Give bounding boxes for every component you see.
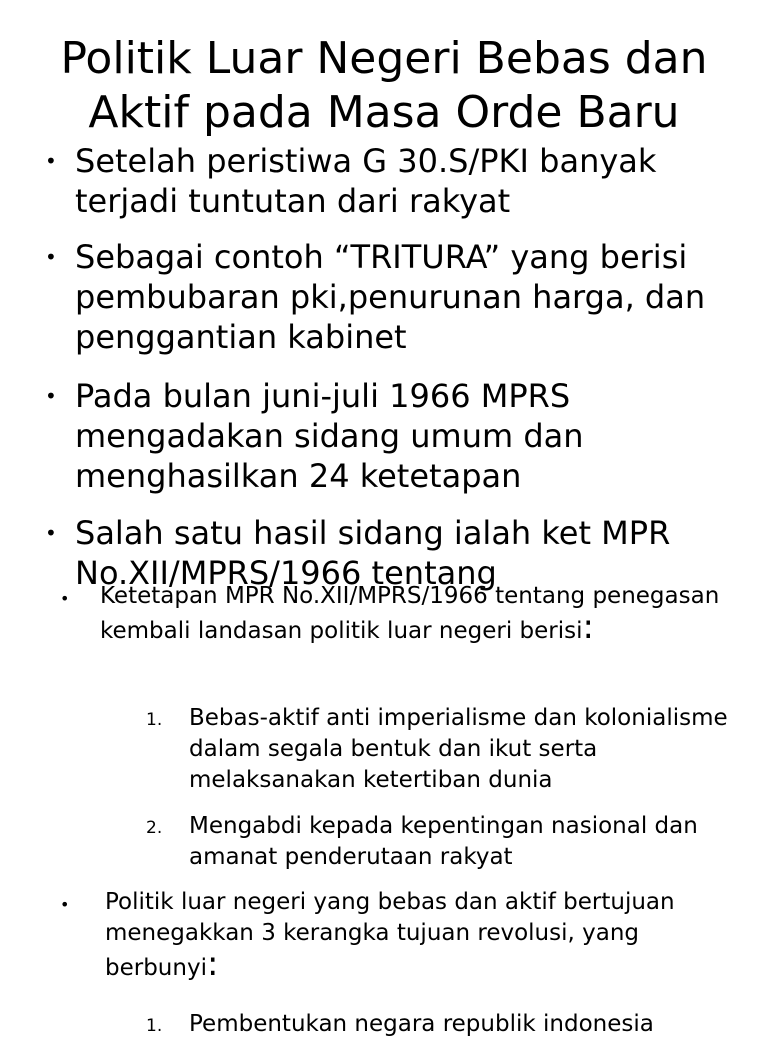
numbered-text: Pembentukan negara republik indonesia [189, 1011, 654, 1037]
item-number: 1. [146, 1016, 163, 1036]
bullet-text: Salah satu hasil sidang ialah ket MPR No.XII/MPRS/1966 tentang [75, 514, 671, 592]
main-bullet-2 [45, 237, 755, 357]
sub-bullet-text: Politik luar negeri yang bebas dan aktif bertujuan menegakkan 3 kerangka tujuan revolusi, yang berbunyi [105, 889, 675, 981]
sub-bullet-text: Ketetapan MPR No.XII/MPRS/1966 tentang penegasan kembali landasan politik luar negeri berisi [100, 583, 720, 644]
numbered-text: Mengabdi kepada kepentingan nasional dan amanat penderutaan rakyat [189, 813, 698, 870]
slide-bottom [0, 576, 768, 1037]
main-bullet-1 [45, 141, 755, 221]
colon-mark: : [206, 944, 219, 984]
bullet-icon: • [60, 589, 70, 608]
bullet-icon: • [45, 521, 57, 545]
bullet-text: Pada bulan juni-juli 1966 MPRS mengadakan sidang umum dan menghasilkan 24 ketetapan [75, 377, 584, 495]
slide-title: Politik Luar Negeri Bebas dan Aktif pada Masa Orde Baru [60, 33, 708, 138]
bullet-icon: • [45, 149, 57, 173]
bullet-text: Sebagai contoh “TRITURA” yang berisi pembubaran pki,penurunan harga, dan penggantian kabinet [75, 238, 706, 356]
bullet-icon: • [60, 895, 70, 914]
numbered-item-2 [146, 811, 749, 873]
numbered-item-3 [146, 1009, 749, 1040]
colon-mark: : [582, 607, 594, 647]
main-bullet-3 [45, 376, 755, 496]
sub-bullet-2 [60, 887, 705, 984]
numbered-item-1 [146, 703, 749, 796]
numbered-text: Bebas-aktif anti imperialisme dan kolonialisme dalam segala bentuk dan ikut serta melaksanakan ketertiban dunia [189, 705, 728, 793]
item-number: 2. [146, 818, 163, 838]
main-bullet-4 [45, 513, 755, 593]
bullet-text: Setelah peristiwa G 30.S/PKI banyak terjadi tuntutan dari rakyat [75, 142, 657, 220]
item-number: 1. [146, 710, 163, 730]
bullet-icon: • [45, 245, 57, 269]
bullet-icon: • [45, 384, 57, 408]
